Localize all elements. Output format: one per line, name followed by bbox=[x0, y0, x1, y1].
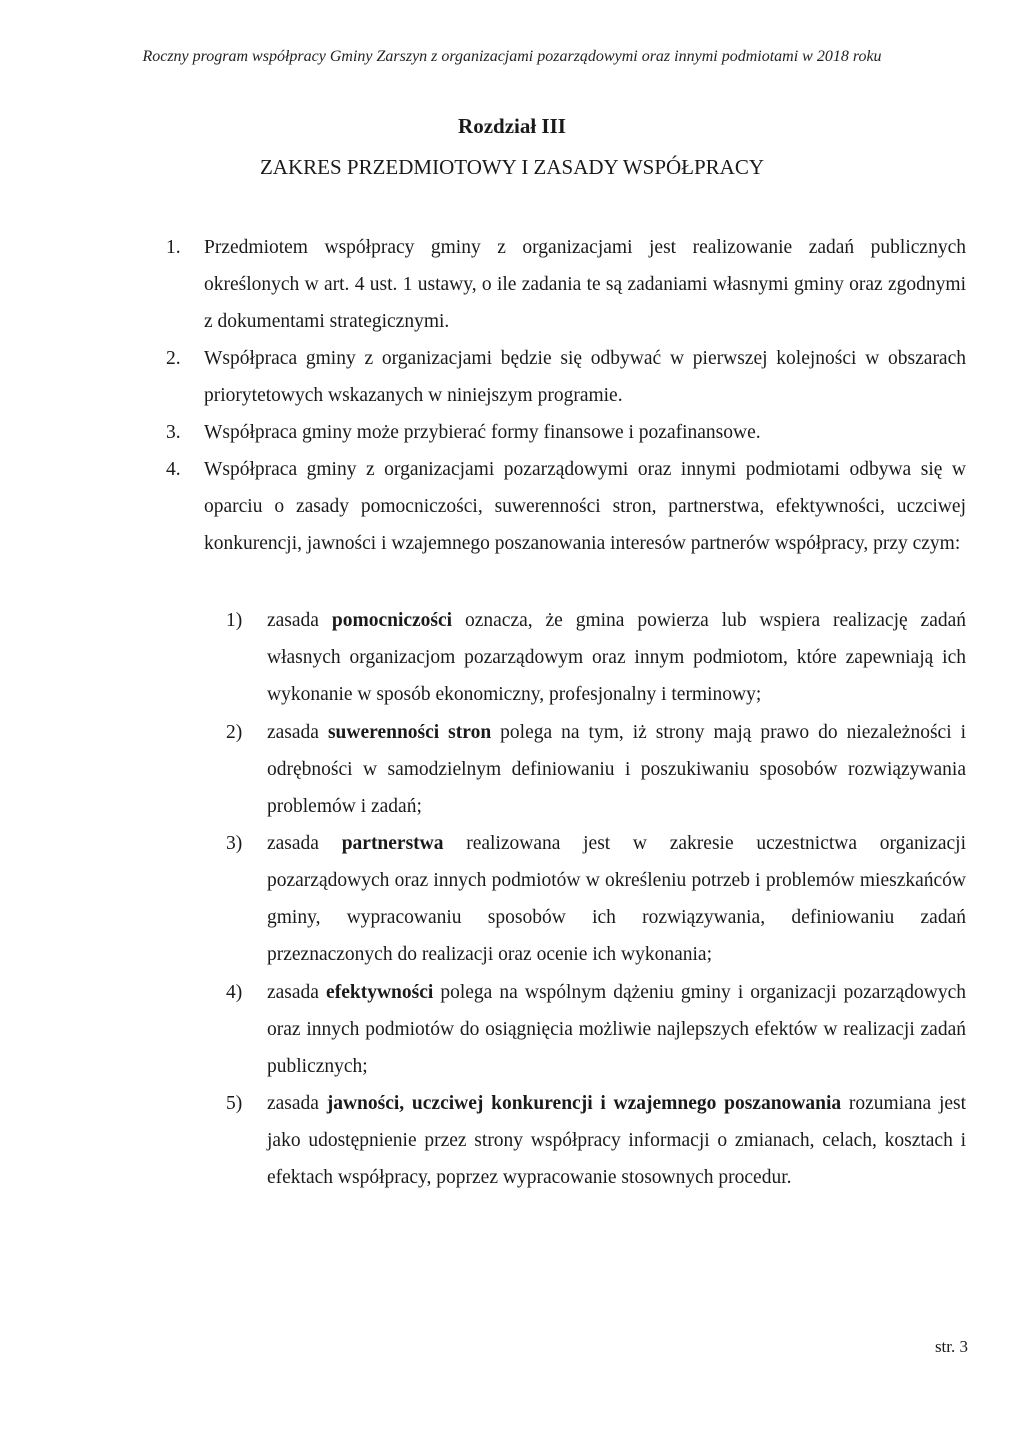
principle-prefix: zasada bbox=[267, 981, 319, 1003]
principle-text: polega na tym, iż strony mają prawo do niezależności i odrębności w samodzielnym definiowaniu i poszukiwaniu sposobów rozwiązywania problemów i zadań; bbox=[267, 721, 967, 817]
point-2 bbox=[166, 340, 966, 414]
principle-text: oznacza, że gmina powierza lub wspiera realizację zadań własnych organizacjom pozarządowym oraz innym podmiotom, które zapewniają ich wykonanie w sposób ekonomiczny, profesjonalny i terminowy; bbox=[267, 610, 967, 705]
principle-number: 5) bbox=[226, 1093, 243, 1114]
principle-prefix: zasada bbox=[267, 721, 319, 743]
principle-4 bbox=[196, 974, 966, 1085]
point-number: 4. bbox=[166, 459, 181, 480]
principle-5 bbox=[196, 1085, 966, 1196]
point-text: Współpraca gminy z organizacjami będzie się odbywać w pierwszej kolejności w obszarach priorytetowych wskazanych w niniejszym programie. bbox=[204, 348, 966, 406]
chapter-title: ZAKRES PRZEDMIOTOWY I ZASADY WSPÓŁPRACY bbox=[259, 155, 765, 179]
point-text: Współpraca gminy może przybierać formy finansowe i pozafinansowe. bbox=[204, 422, 761, 443]
principle-name: jawności, uczciwej konkurencji i wzajemnego poszanowania bbox=[326, 1093, 842, 1114]
page-number: str. 3 bbox=[934, 1337, 968, 1356]
principle-name: suwerenności stron bbox=[327, 721, 492, 743]
principle-number: 4) bbox=[226, 981, 243, 1003]
point-1 bbox=[166, 229, 966, 340]
principle-prefix: zasada bbox=[267, 610, 319, 631]
principle-number: 2) bbox=[226, 721, 243, 743]
principle-text: rozumiana jest jako udostępnienie przez strony współpracy informacji o zmianach, celach, kosztach i efektach współpracy, poprzez wypracowanie stosownych procedur. bbox=[267, 1093, 967, 1188]
running-header: Roczny program współpracy Gminy Zarszyn z organizacjami pozarządowymi oraz innymi podmiotami w 2018 roku bbox=[142, 48, 882, 65]
main-points-list bbox=[166, 229, 966, 1197]
point-text: Przedmiotem współpracy gminy z organizacjami jest realizowanie zadań publicznych określonych w art. 4 ust. 1 ustawy, o ile zadania te są zadaniami własnymi gminy oraz zgodnymi z dokumentami strategicznymi. bbox=[204, 237, 966, 332]
principle-number: 1) bbox=[226, 610, 243, 631]
point-number: 1. bbox=[166, 237, 181, 258]
chapter-number: Rozdział III bbox=[458, 114, 566, 138]
principle-name: pomocniczości bbox=[331, 610, 453, 631]
principle-2 bbox=[196, 714, 966, 825]
principle-text: polega na wspólnym dążeniu gminy i organizacji pozarządowych oraz innych podmiotów do osiągnięcia możliwie najlepszych efektów w realizacji zadań publicznych; bbox=[267, 981, 966, 1077]
principle-text: realizowana jest w zakresie uczestnictwa organizacji pozarządowych oraz innych podmiotów w określeniu potrzeb i problemów mieszkańców gminy, wypracowaniu sposobów ich rozwiązywania, definiowaniu zadań przeznaczonych do realizacji oraz ocenie ich wykonania; bbox=[267, 833, 966, 965]
principle-name: efektywności bbox=[326, 981, 434, 1003]
point-text: Współpraca gminy z organizacjami pozarządowymi oraz innymi podmiotami odbywa się w oparciu o zasady pomocniczości, suwerenności stron, partnerstwa, efektywności, uczciwej konkurencji, jawności i wzajemnego poszanowania interesów partnerów współpracy, przy czym: bbox=[204, 459, 966, 554]
point-number: 2. bbox=[166, 348, 181, 369]
principle-prefix: zasada bbox=[267, 833, 319, 854]
principle-1 bbox=[196, 602, 966, 713]
point-4 bbox=[166, 451, 966, 1196]
point-number: 3. bbox=[166, 422, 181, 443]
principle-number: 3) bbox=[226, 833, 243, 854]
principles-list bbox=[196, 602, 966, 1196]
point-3 bbox=[166, 414, 966, 451]
principle-name: partnerstwa bbox=[341, 833, 444, 854]
principle-3 bbox=[196, 825, 966, 973]
principle-prefix: zasada bbox=[267, 1093, 319, 1114]
